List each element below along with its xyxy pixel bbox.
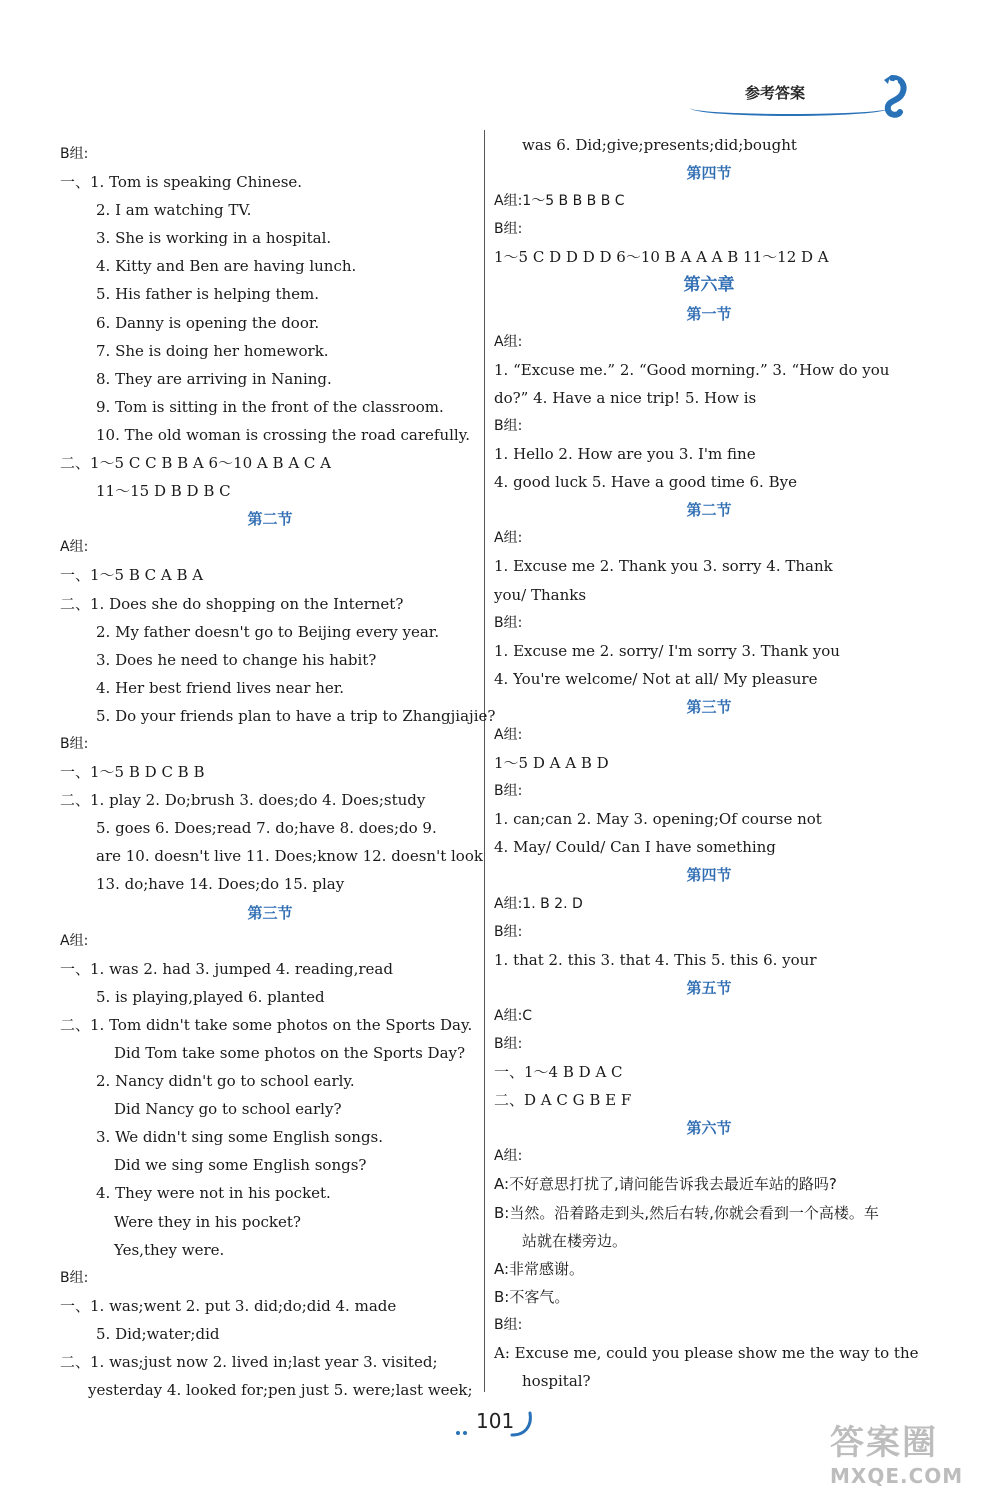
section-heading: 第二节 <box>686 501 732 520</box>
group-label: B组: <box>60 1269 89 1286</box>
answer-line: 一、1. was;went 2. put 3. did;do;did 4. made <box>60 1296 397 1315</box>
answer-line: 4. good luck 5. Have a good time 6. Bye <box>494 473 797 492</box>
answer-line: 一、1～5 B C A B A <box>60 566 204 585</box>
answer-line: A:非常感谢。 <box>494 1259 585 1278</box>
dragon-mascot-icon <box>872 72 912 124</box>
section-heading: 第三节 <box>247 903 293 922</box>
answer-line: 5. Did;water;did <box>96 1324 220 1343</box>
group-label: B组: <box>494 221 523 238</box>
answer-column-left <box>60 140 496 1404</box>
answer-line: 9. Tom is sitting in the front of the classroom. <box>96 397 444 416</box>
answer-line: 1～5 D A A B D <box>494 754 609 773</box>
answer-line: 一、1～5 B D C B B <box>60 763 205 782</box>
answer-line: yesterday 4. looked for;pen just 5. were;last week; <box>88 1381 473 1400</box>
answer-line: 4. Kitty and Ben are having lunch. <box>96 257 357 276</box>
answer-line: 3. We didn't sing some English songs. <box>96 1128 384 1147</box>
answer-line: 13. do;have 14. Does;do 15. play <box>96 875 345 894</box>
answer-line: 5. Do your friends plan to have a trip to Zhangjiajie? <box>96 706 496 725</box>
answer-line: 1. Excuse me 2. Thank you 3. sorry 4. Thank <box>494 557 833 576</box>
answer-line: 1. “Excuse me.” 2. “Good morning.” 3. “How do you <box>494 360 890 379</box>
group-label: B组: <box>60 146 89 162</box>
answer-line: 1. that 2. this 3. that 4. This 5. this 6. your <box>494 950 817 969</box>
answer-line: 3. Does he need to change his habit? <box>96 650 377 669</box>
section-heading: 第六章 <box>683 275 735 296</box>
answer-line: 4. Her best friend lives near her. <box>96 678 345 697</box>
answer-line: you/ Thanks <box>494 585 587 604</box>
answer-line: was 6. Did;give;presents;did;bought <box>522 136 797 154</box>
group-label: B组: <box>494 923 523 940</box>
watermark-cn: 答案圈 <box>830 1423 938 1463</box>
answer-line: 8. They are arriving in Naning. <box>96 369 332 388</box>
section-heading: 第四节 <box>686 164 732 183</box>
section-heading: 第一节 <box>686 304 732 323</box>
group-label: A组:C <box>494 1007 533 1024</box>
answer-line: 站就在楼旁边。 <box>522 1231 628 1250</box>
answer-line: hospital? <box>522 1372 591 1391</box>
section-heading: 第六节 <box>686 1119 732 1138</box>
answer-line: 二、1～5 C C B B A 6～10 A B A C A <box>60 454 331 473</box>
group-label: A组: <box>494 1148 523 1165</box>
site-watermark <box>830 1415 990 1488</box>
answer-line: 4. May/ Could/ Can I have something <box>494 838 776 857</box>
answer-line: 2. Nancy didn't go to school early. <box>96 1072 355 1091</box>
answer-line: 4. They were not in his pocket. <box>96 1184 331 1203</box>
answer-line: 5. His father is helping them. <box>96 285 320 304</box>
group-label: A组: <box>494 726 523 743</box>
group-label: A组: <box>494 530 523 547</box>
answer-line: 一、1. Tom is speaking Chinese. <box>60 173 303 192</box>
answer-line: do?” 4. Have a nice trip! 5. How is <box>494 388 757 407</box>
answer-line: 3. She is working in a hospital. <box>96 229 332 248</box>
answer-line: B:当然。沿着路走到头,然后右转,你就会看到一个高楼。车 <box>494 1203 879 1222</box>
answer-line: 二、1. was;just now 2. lived in;last year 3. visited; <box>60 1353 438 1372</box>
answer-line: 一、1～4 B D A C <box>494 1063 623 1082</box>
group-label: A组:1. B 2. D <box>494 895 583 912</box>
group-label: A组: <box>60 932 89 949</box>
group-label: B组: <box>494 1036 523 1052</box>
section-heading: 第二节 <box>247 510 293 529</box>
answer-line: 2. I am watching TV. <box>96 201 252 220</box>
answer-line: Were they in his pocket? <box>114 1212 301 1231</box>
answer-line: 1. can;can 2. May 3. opening;Of course not <box>494 810 822 829</box>
answer-line: A: Excuse me, could you please show me the way to the <box>494 1344 919 1363</box>
answer-line: Did we sing some English songs? <box>114 1156 367 1175</box>
answer-line: are 10. doesn't live 11. Does;know 12. doesn't look <box>96 847 483 866</box>
group-label: A组:1～5 B B B B C <box>494 193 625 210</box>
answer-line: B:不客气。 <box>494 1287 570 1306</box>
answer-line: 10. The old woman is crossing the road carefully. <box>96 425 470 444</box>
answer-line: 1. Excuse me 2. sorry/ I'm sorry 3. Thank you <box>494 641 840 660</box>
answer-line: 二、1. Tom didn't take some photos on the Sports Day. <box>60 1015 473 1034</box>
answer-line: 5. goes 6. Does;read 7. do;have 8. does;do 9. <box>96 819 437 838</box>
answer-line: 5. is playing,played 6. planted <box>96 987 325 1006</box>
answer-line: 一、1. was 2. had 3. jumped 4. reading,read <box>60 959 393 978</box>
group-label: A组: <box>494 333 523 350</box>
answer-line: 二、1. play 2. Do;brush 3. does;do 4. Does;study <box>60 791 426 810</box>
group-label: B组: <box>494 417 523 434</box>
section-heading: 第五节 <box>686 978 732 997</box>
answer-line: A:不好意思打扰了,请问能告诉我去最近车站的路吗? <box>494 1175 837 1194</box>
answer-line: 1. Hello 2. How are you 3. I'm fine <box>494 445 756 464</box>
section-heading: 第三节 <box>686 697 732 716</box>
answer-line: 6. Danny is opening the door. <box>96 313 320 332</box>
group-label: B组: <box>494 614 523 631</box>
answer-line: Yes,they were. <box>114 1240 225 1259</box>
page-footer <box>440 1405 560 1445</box>
page-number: 101 <box>476 1409 515 1433</box>
answer-line: Did Nancy go to school early? <box>114 1100 342 1119</box>
section-heading: 第四节 <box>686 866 732 885</box>
answer-line: 7. She is doing her homework. <box>96 341 329 360</box>
answer-line: 1～5 C D D D D 6～10 B A A A B 11～12 D A <box>494 248 829 267</box>
group-label: A组: <box>60 539 89 556</box>
column-divider <box>484 130 485 1392</box>
answer-column-right <box>494 131 924 1395</box>
group-label: B组: <box>494 1316 523 1333</box>
answer-line: 11～15 D B D B C <box>96 482 231 501</box>
answer-line: 二、D A C G B E F <box>494 1091 632 1110</box>
answer-line: 4. You're welcome/ Not at all/ My pleasure <box>494 669 818 688</box>
watermark-en: MXQE.COM <box>830 1464 964 1488</box>
group-label: B组: <box>494 783 523 800</box>
header-title: 参考答案 <box>745 84 806 102</box>
answer-line: 2. My father doesn't go to Beijing every year. <box>96 622 440 641</box>
answer-line: 二、1. Does she do shopping on the Internet? <box>60 594 404 613</box>
answer-line: Did Tom take some photos on the Sports Day? <box>114 1044 466 1062</box>
group-label: B组: <box>60 735 89 752</box>
